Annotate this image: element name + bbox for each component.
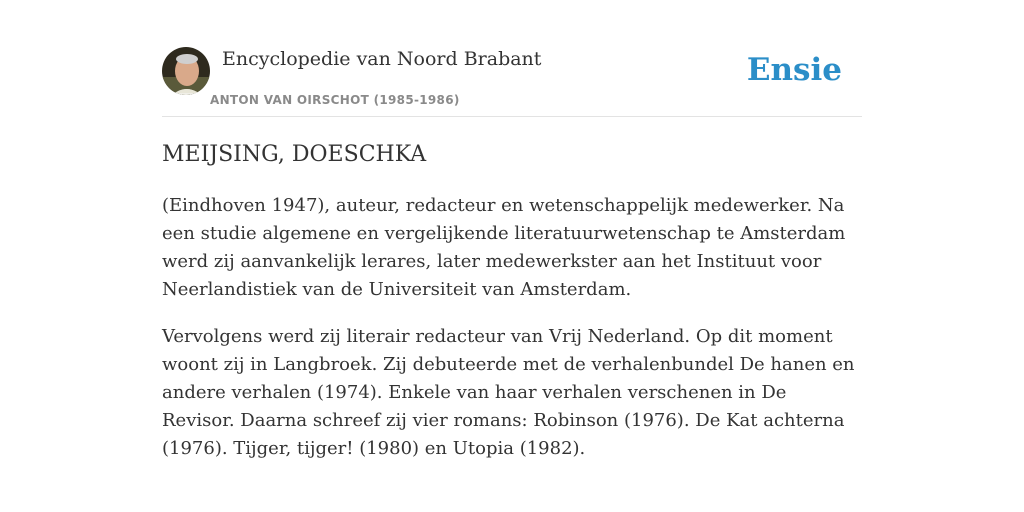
ensie-logo[interactable]: Ensie	[746, 52, 842, 88]
author-name[interactable]: ANTON VAN OIRSCHOT (1985-1986)	[210, 93, 460, 107]
author-avatar[interactable]	[162, 47, 210, 95]
encyclopedia-title[interactable]: Encyclopedie van Noord Brabant	[222, 48, 542, 70]
entry-title: MEIJSING, DOESCHKA	[162, 142, 427, 167]
header	[162, 0, 862, 117]
entry-paragraph-2: Vervolgens werd zij literair redacteur van Vrij Nederland. Op dit moment woont zij in Langbroek. Zij debuteerde met de verhalenbundel De hanen en andere verhalen (1974). Enkele van haar verhalen verschenen in De Revisor. Daarna schreef zij vier romans: Robinson (1976). De Kat achterna (1976). Tijger, tijger! (1980) en Utopia (1982).	[162, 326, 855, 459]
author-photo	[162, 47, 210, 95]
entry-card	[162, 0, 862, 512]
entry-paragraph-1: (Eindhoven 1947), auteur, redacteur en wetenschappelijk medewerker. Na een studie algemene en vergelijkende literatuurwetenschap te Amsterdam werd zij aanvankelijk lerares, later medewerkster aan het Instituut voor Neerlandistiek van de Universiteit van Amsterdam.	[162, 195, 846, 300]
